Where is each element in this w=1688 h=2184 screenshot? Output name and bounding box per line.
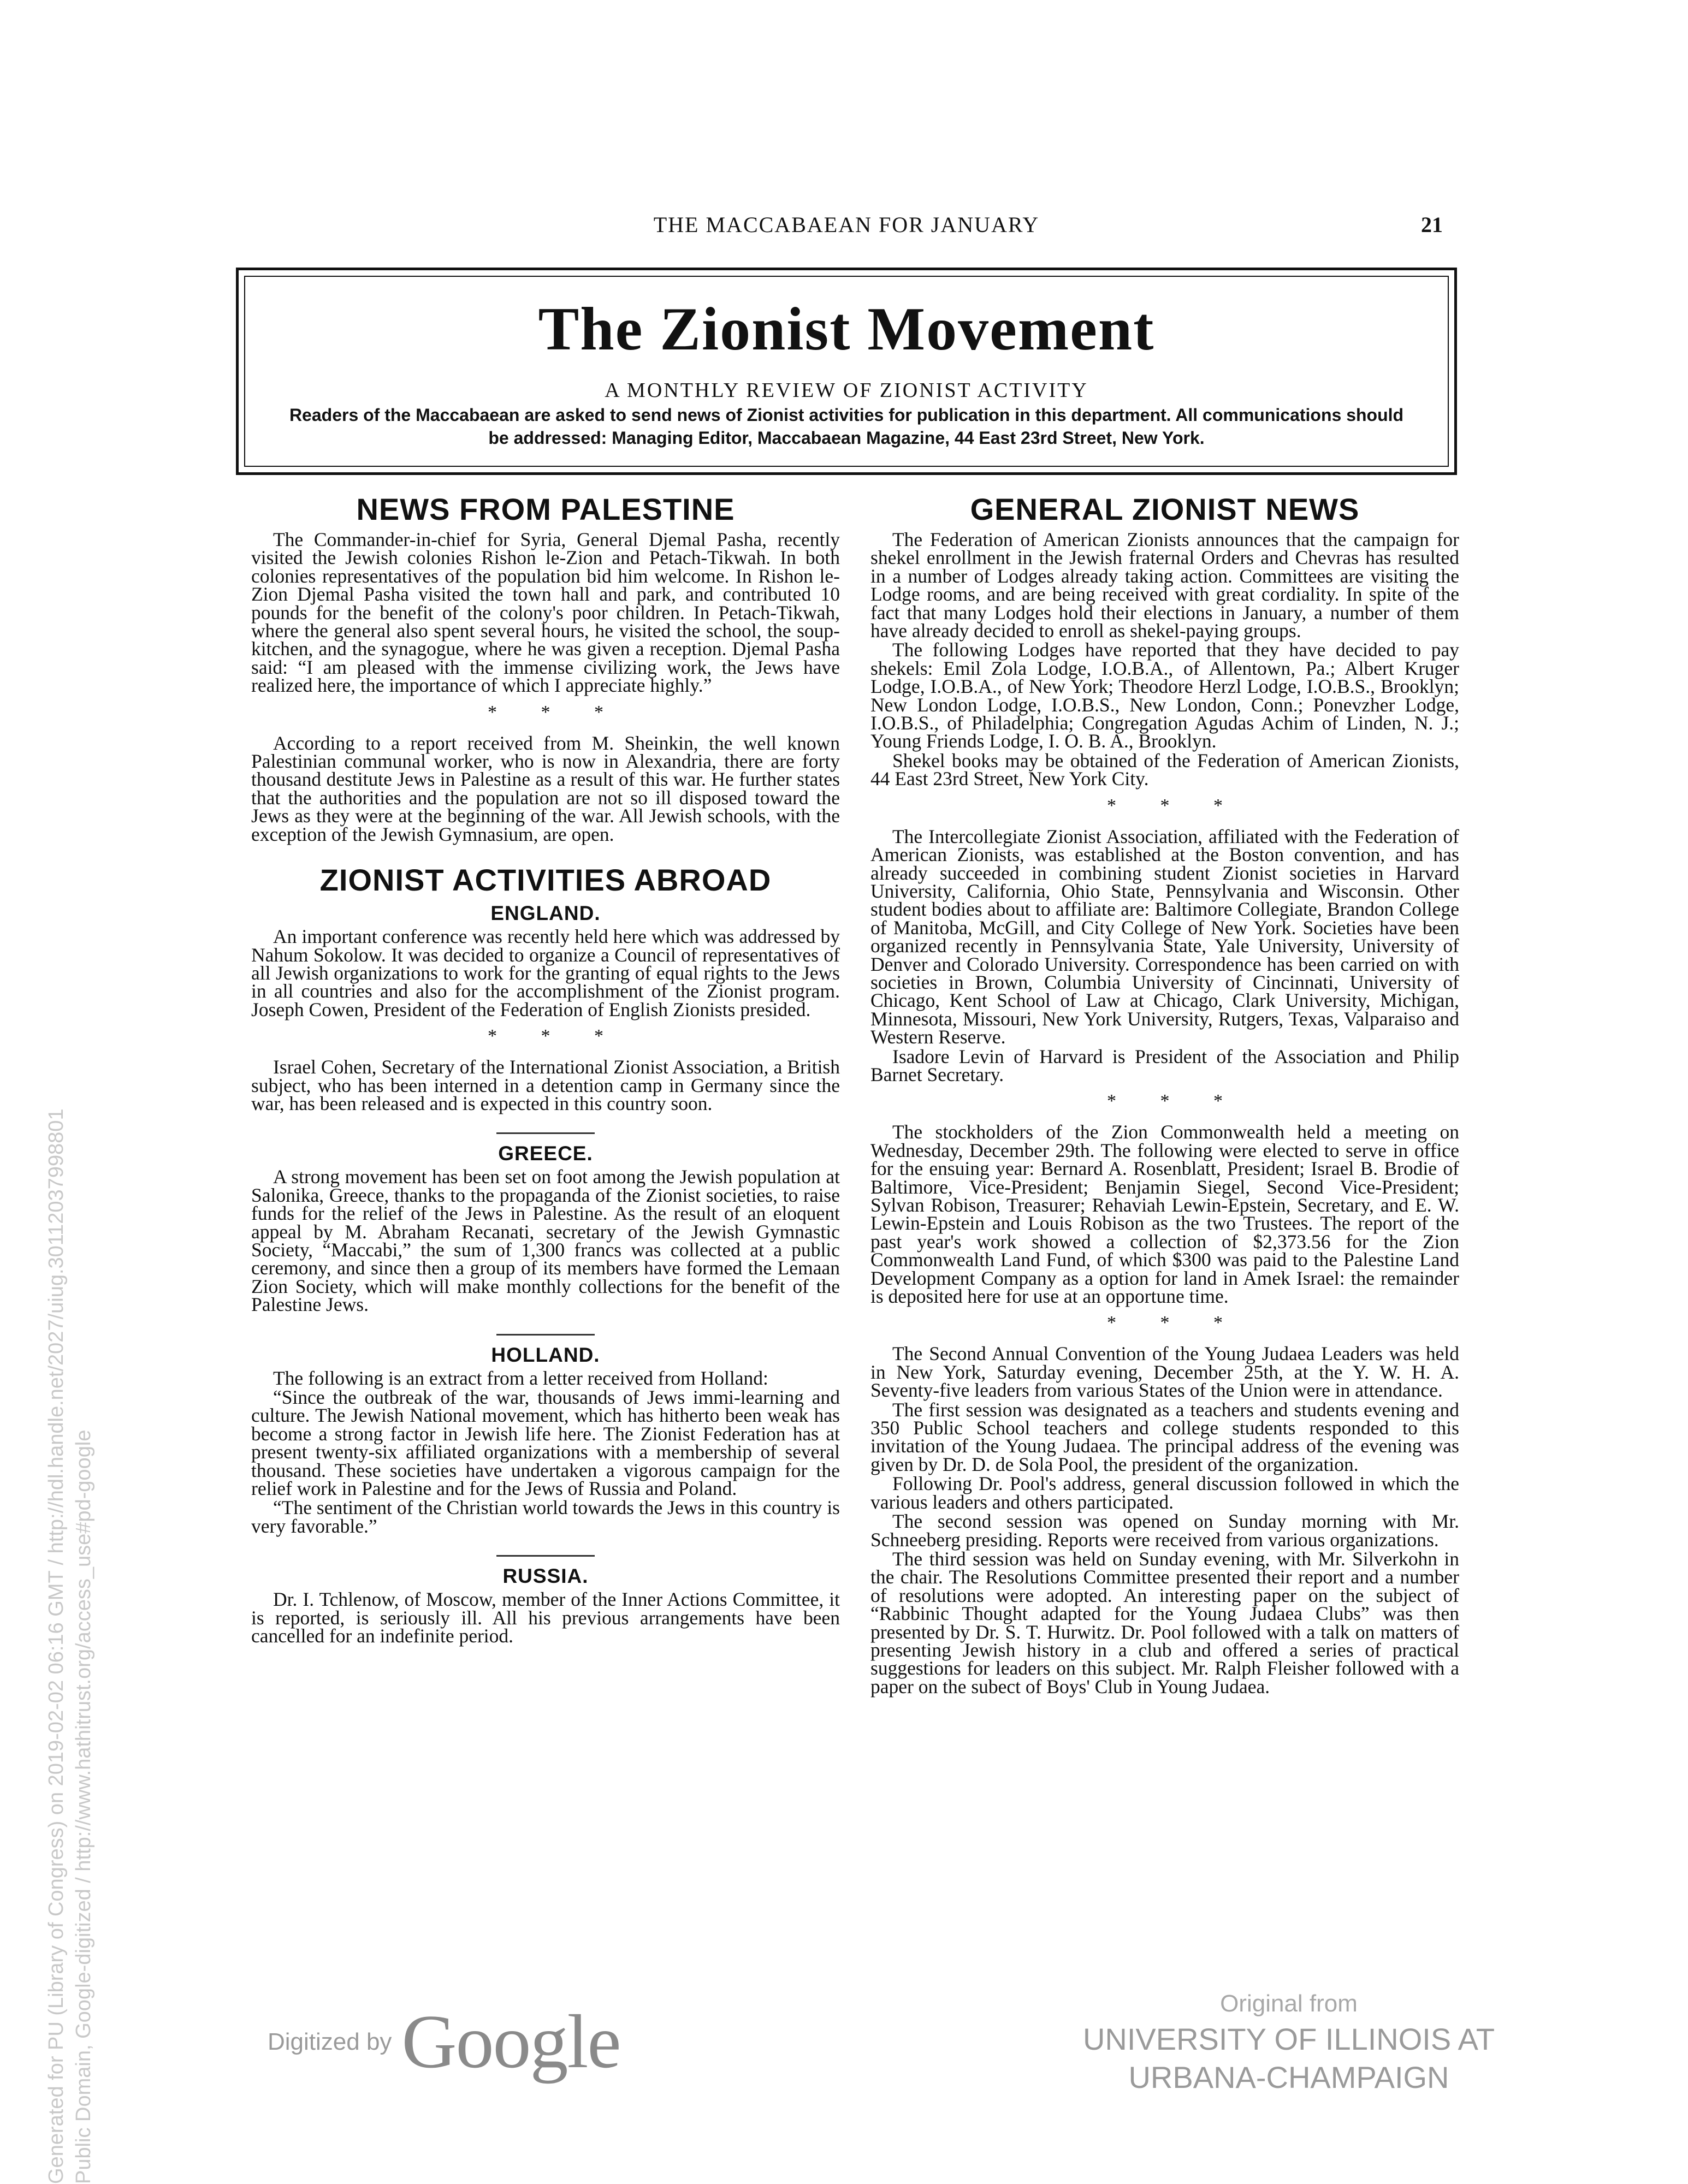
- original-source-credit: [1076, 1987, 1502, 2097]
- short-rule: [496, 1555, 595, 1557]
- article-paragraph: According to a report received from M. Sheinkin, the well known Palestinian communal worker, who is now in Alexandria, there are forty thousand destitute Jews in Palestine as a result of this war. He further states that the authorities and the population are not so ill disposed toward the Jews as they were at the beginning of the war. All Jewish schools, with the exception of the Jewish Gymnasium, are open.: [251, 732, 840, 845]
- article-paragraph: A strong movement has been set on foot among the Jewish population at Salonika, Greece, thanks to the propaganda of the Zionist societies, to raise funds for the relief of the Jews in Palestine. As the result of an eloquent appeal by M. Abraham Recanati, secretary of the Jewish Gymnastic Society, “Maccabi,” the sum of 1,300 francs was collected at a public ceremony, and since then a group of its members have formed the Lemaan Zion Society, which will make monthly collections for the benefit of the Palestine Jews.: [251, 1166, 840, 1316]
- article-paragraph: The stockholders of the Zion Commonwealth held a meeting on Wednesday, December 29th. The following were elected to serve in office for the ensuing year: Bernard A. Rosenblatt, President; Israel B. Brodie of Baltimore, Vice-President; Benjamin Siegel, Second Vice-President; Sylvan Robison, Treasurer; Rehaviah Lewin-Epstein, Secretary, and E. W. Lewin-Epstein and Louis Robison as the two Trustees. The report of the past year's work showed a collection of $2,373.56 for the Zion Commonwealth Land Fund, of which $300 was paid to the Palestine Land Development Company as a option for land in Amek Israel: the remainder is deposited here for use at an opportune time.: [870, 1121, 1459, 1308]
- section-separator: * * *: [1107, 1313, 1242, 1333]
- short-rule: [496, 1334, 595, 1336]
- article-paragraph: The Second Annual Convention of the Young Judaea Leaders was held in New York, Saturday evening, December 25th, at the Y. W. H. A. Seventy-five leaders from various States of the Union were in attendance.: [870, 1343, 1459, 1402]
- institution-name-line: URBANA-CHAMPAIGN: [1128, 2060, 1449, 2094]
- digitized-by-label: Digitized by: [268, 2028, 392, 2055]
- country-heading-russia: RUSSIA.: [502, 1565, 589, 1588]
- masthead-inner-border: [244, 276, 1449, 467]
- article-paragraph: The Federation of American Zionists announces that the campaign for shekel enrollment in the Jewish fraternal Orders and Chevras has resulted in a number of Lodges already taking action. Committees are visiting the Lodge rooms, and are being received with great cordiality. In spite of the fact that many Lodges hold their elections in January, a number of them have already decided to enroll as shekel-paying groups.: [870, 529, 1459, 642]
- article-paragraph: The first session was designated as a teachers and students evening and 350 Public School teachers and college students responded to this invitation of the Young Judaea. The principal address of the evening was given by Dr. D. de Sola Pool, the president of the organization.: [870, 1398, 1459, 1475]
- section-separator: * * *: [488, 1026, 623, 1047]
- page-number: 21: [1421, 212, 1443, 237]
- section-separator: * * *: [488, 702, 623, 722]
- article-paragraph: The Intercollegiate Zionist Association, affiliated with the Federation of American Zionists, was established at the Boston convention, and has already succeeded in combining student Zionist societies in Harvard University, California, Ohio State, Pennsylvania and Wisconsin. Other student bodies about to affiliate are: Baltimore Collegiate, Brandon College of Manitoba, McGill, and City College of New York. Societies have been organized recently in Pennsylvania State, Yale University, University of Denver and Colorado University. Correspondence has been carried on with societies in Brown, Columbia University of Cincinnati, University of Chicago, Kent School of Law at Chicago, Clark University, Michigan, Minnesota, Missouri, New York University, Rutgers, Texas, Valparaiso and Western Reserve.: [870, 825, 1459, 1048]
- article-paragraph: Shekel books may be obtained of the Federation of American Zionists, 44 East 23rd Street, New York City.: [870, 749, 1459, 790]
- article-paragraph: The following is an extract from a letter received from Holland:: [273, 1367, 768, 1389]
- watermark-line: Generated for PU (Library of Congress) on 2019-02-02 06:16 GMT / http://hdl.handle.net/2027/uiug.30112037998801: [45, 1108, 68, 2184]
- department-masthead: [236, 268, 1457, 475]
- country-heading-england: ENGLAND.: [490, 902, 601, 925]
- article-paragraph: Dr. I. Tchlenow, of Moscow, member of the Inner Actions Committee, it is reported, is seriously ill. All his previous arrangements have been cancelled for an indefinite period.: [251, 1588, 840, 1647]
- article-paragraph: Israel Cohen, Secretary of the International Zionist Association, a British subject, who has been interned in a detention camp in Germany since the war, has been released and is expected in this country soon.: [251, 1056, 840, 1114]
- country-heading-holland: HOLLAND.: [491, 1343, 600, 1366]
- original-from-label: Original from: [1220, 1990, 1358, 2017]
- article-paragraph: An important conference was recently held here which was addressed by Nahum Sokolow. It was decided to organize a Council of representatives of all Jewish organizations to work for the granting of equal rights to the Jews in all countries and also for the accomplishment of the Zionist program. Joseph Cowen, President of the Federation of English Zionists presided.: [251, 925, 840, 1020]
- right-column: [870, 491, 1459, 1977]
- article-paragraph: The Commander-in-chief for Syria, General Djemal Pasha, recently visited the Jewish colonies Rishon le-Zion and Petach-Tikwah. In both colonies representatives of the population bid him welcome. In Rishon le-Zion Djemal Pasha visited the town hall and park, and contributed 10 pounds for the benefit of the colony's poor children. In Petach-Tikwah, where the general also spent several hours, he visited the school, the soup-kitchen, and the synagogue, where he was given a reception. Djemal Pasha said: “I am pleased with the immense civilizing work, the Jews have realized here, the importance of which I appreciate highly.”: [251, 529, 840, 697]
- article-paragraph: “The sentiment of the Christian world towards the Jews in this country is very favorable.”: [251, 1497, 840, 1537]
- spacer: [251, 844, 840, 862]
- access-watermark: [43, 819, 97, 2184]
- article-paragraph: Isadore Levin of Harvard is President of the Association and Philip Barnet Secretary.: [870, 1045, 1459, 1085]
- department-title: The Zionist Movement: [538, 295, 1155, 363]
- section-separator: * * *: [1107, 795, 1242, 816]
- country-heading-greece: GREECE.: [498, 1142, 593, 1165]
- article-paragraph: The second session was opened on Sunday morning with Mr. Schneeberg presiding. Reports were received from various organizations.: [870, 1510, 1459, 1551]
- department-subtitle: A MONTHLY REVIEW OF ZIONIST ACTIVITY: [605, 379, 1088, 402]
- section-heading-general-news: GENERAL ZIONIST NEWS: [970, 492, 1360, 526]
- section-heading-abroad: ZIONIST ACTIVITIES ABROAD: [319, 863, 772, 898]
- submission-notice: Readers of the Maccabaean are asked to send news of Zionist activities for publication in this department. All communications should be addressed: Managing Editor, Maccabaean Magazine, 44 East 23rd Street, New York.: [289, 405, 1404, 448]
- section-heading-palestine: NEWS FROM PALESTINE: [356, 492, 735, 526]
- running-head: [0, 212, 1688, 245]
- google-logo: Google: [401, 1999, 620, 2084]
- article-paragraph: The third session was held on Sunday evening, with Mr. Silverkohn in the chair. The Resolutions Committee presented their report and a number of resolutions were adopted. An interesting paper on the subject of “Rabbinic Thought adapted for the Young Judaea Clubs” was then presented by Dr. S. T. Hurwitz. Dr. Pool followed with a talk on matters of presenting Jewish history in a club and offered a series of practical suggestions for leaders on this subject. Mr. Ralph Fleisher followed with a paper on the subect of Boys' Club in Young Judaea.: [870, 1547, 1459, 1698]
- magazine-running-title: THE MACCABAEAN FOR JANUARY: [653, 212, 1040, 237]
- article-paragraph: Following Dr. Pool's address, general discussion followed in which the various leaders and others participated.: [870, 1473, 1459, 1513]
- article-paragraph: “Since the outbreak of the war, thousands of Jews immi-learning and culture. The Jewish National movement, which has hitherto been weak has become a strong factor in Jewish life here. The Zionist Federation has at present twenty-six affiliated organizations with a membership of several thousand. These societies have undertaken a vigorous campaign for the relief work in Palestine and for the Jews of Russia and Poland.: [251, 1386, 840, 1500]
- left-column: [251, 491, 840, 1977]
- short-rule: [496, 1132, 595, 1134]
- article-paragraph: The following Lodges have reported that they have decided to pay shekels: Emil Zola Lodge, I.O.B.A., of Allentown, Pa.; Albert Kruger Lodge, I.O.B.A., of New York; Theodore Herzl Lodge, I.O.B.S., Brooklyn; New London Lodge, I.O.B.S., New London, Conn.; Ponevzher Lodge, I.O.B.S., of Philadelphia; Congregation Agudas Achim of Linden, N. J.; Young Friends Lodge, I. O. B. A., Brooklyn.: [870, 639, 1459, 752]
- watermark-line: Public Domain, Google-digitized / http://www.hathitrust.org/access_use#pd-google: [72, 1429, 95, 2184]
- section-separator: * * *: [1107, 1091, 1242, 1112]
- institution-name-line: UNIVERSITY OF ILLINOIS AT: [1082, 2022, 1495, 2056]
- digitized-by-google: [268, 1999, 620, 2084]
